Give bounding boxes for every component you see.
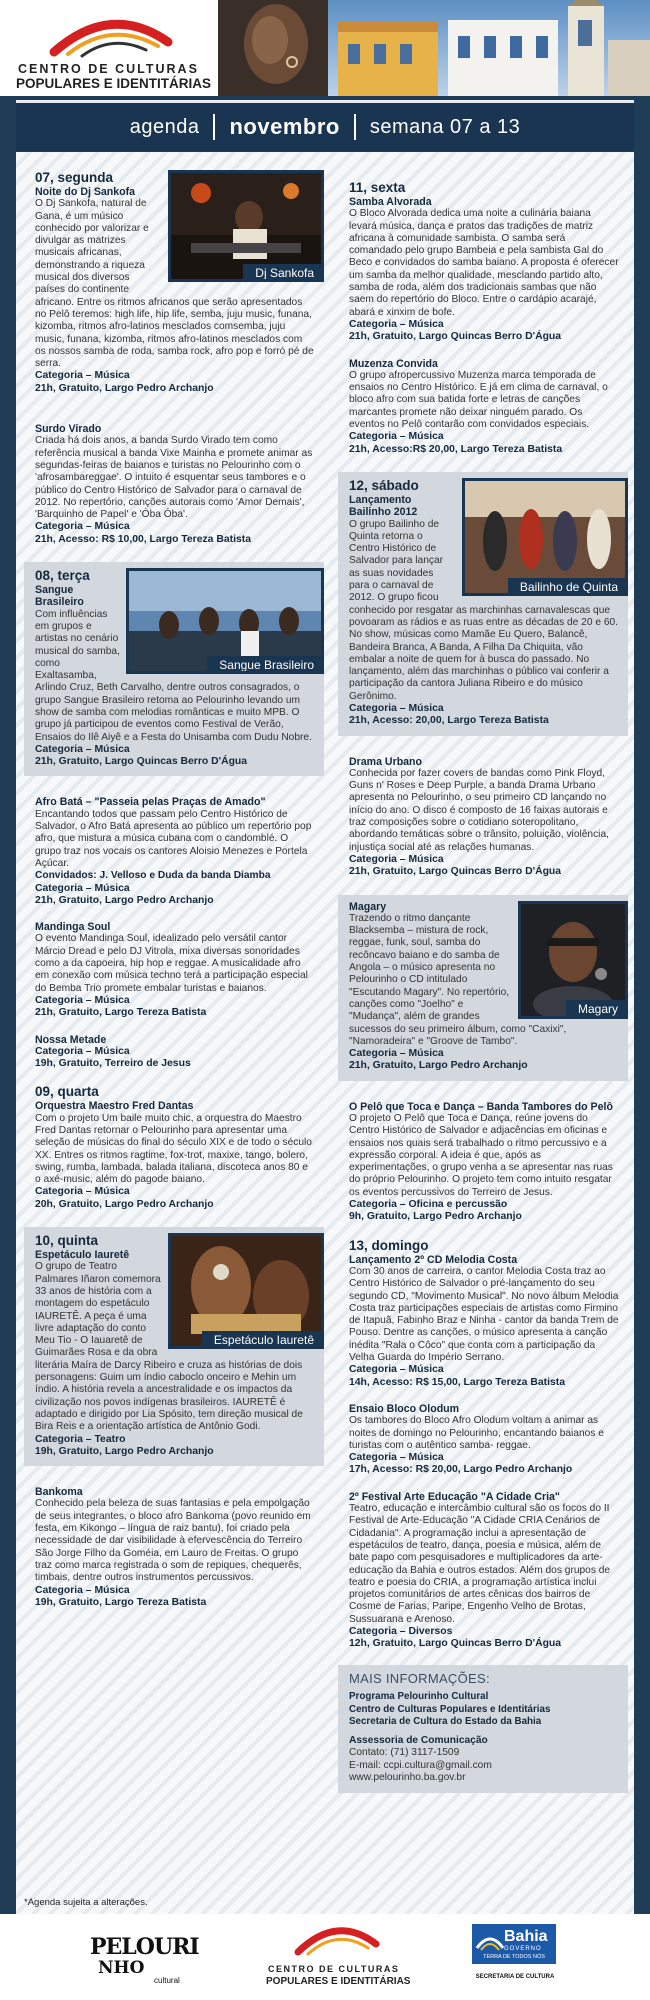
- event-category: Categoria – Música: [349, 702, 444, 714]
- event-pelo-toca-danca: [338, 1095, 628, 1232]
- event-category: Categoria – Música: [349, 1048, 444, 1060]
- org-line-3: Secretaria de Cultura do Estado da Bahia: [349, 1716, 542, 1728]
- event-description: O Dj Sankofa, natural de Gana, é um músico conhecido por valorizar e divulgar as matrizes musicais africanas, demonstrando a riqueza musical dos diversos países do continente africano. Entre os ritmos africanos que serão apresentados no Pelô teremos: high life, hip life, semba, juju music, funana, kizomba, ritmos afro-latinos mesclados comsemba, juju music, funana, kizomba, ritmos afro-latinos mesclados com os nossos samba de roda, samba rock, afro pop e forró pé de serra.: [35, 198, 314, 370]
- contact-email[interactable]: E-mail: ccpi.cultura@gmail.com: [349, 1759, 492, 1771]
- event-title: Sangue Brasileiro: [35, 584, 84, 609]
- event-category: Categoria – Diversos: [349, 1625, 453, 1637]
- logo-arc-icon: [46, 12, 176, 58]
- event-description: O grupo Bailinho de Quinta retorna o Centro Histórico de Salvador para lançar as suas novidades para o carnaval de 2012. O grupo ficou conhecido por resgatar as marchinhas carnavalescas que povoaram as rádios e as ruas entre as décadas de 20 e 60. No show, músicas como Mamãe Eu Quero, Balancê, Bandeira Branca, A Banda, A Filha Da Chiquita, vão embalar a noite de quem for à busca do passado. No lançamento, além das marchinhas o público vai conferir a participação da cantora Juliana Ribeiro e do músico Gerônimo.: [349, 518, 619, 702]
- photo-image: [171, 1236, 321, 1346]
- agenda-label: agenda: [129, 115, 200, 138]
- photo-image: [465, 481, 625, 593]
- event-category: Categoria – Música: [35, 1584, 130, 1596]
- schedule-note: *Agenda sujeita a alterações.: [24, 1897, 148, 1908]
- assessoria-label: Assessoria de Comunicação: [349, 1734, 488, 1746]
- photo-caption: Magary: [566, 1000, 628, 1018]
- event-info: 21h, Gratuito, Largo Tereza Batista: [35, 1007, 207, 1019]
- event-description: O Bloco Alvorada dedica uma noite a culinária baiana levará música, dança e pratos das tradições de matriz africana à comunidade sambista. O samba será comandado pelo grupo Bambeia e pela sambista Gal do Beco e convidados do samba baiano. A proposta é oferecer um samba da melhor qualidade, mesclando partido alto, samba de roda, além dos tradicionais sambas que não saem do repertório do Bloco. Entre o cardápio acarajé, abará e xinxim de bofe.: [349, 208, 619, 318]
- event-category: Categoria – Música: [35, 370, 130, 382]
- event-guests: Convidados: J. Velloso e Duda da banda Diamba: [35, 870, 271, 882]
- bahia-emblem-icon: [475, 1928, 505, 1954]
- event-afro-bata: [24, 790, 324, 915]
- event-title: Bankoma: [35, 1486, 83, 1499]
- photo-caption: Dj Sankofa: [243, 264, 324, 282]
- pelourinho-logo-line-1: PELOURI: [90, 1934, 199, 1960]
- event-festival-cidade-cria: [338, 1485, 628, 1659]
- event-orquestra-fred-dantas: [24, 1078, 324, 1219]
- day-heading: 08, terça: [35, 568, 90, 584]
- bailinho-photo: [462, 478, 628, 596]
- event-description: O evento Mandinga Soul, idealizado pelo versátil cantor Márcio Dread e pelo DJ Vitrola, mixa diversas sonoridades como a da capoeira, hip hop e reggae. A musicalidade afro em conexão com música techno terá a participação especial do Bemba Trio promete embalar turistas e baianos.: [35, 933, 308, 994]
- event-title: 2º Festival Arte Educação "A Cidade Cria": [349, 1490, 560, 1503]
- event-dj-sankofa: [24, 164, 324, 403]
- centro-culturas-logo: [6, 6, 216, 92]
- more-info-panel: [338, 1665, 628, 1793]
- dj-sankofa-photo: [168, 170, 324, 282]
- event-title: Afro Batá – "Passeia pelas Praças de Amado": [35, 796, 266, 809]
- event-title: Drama Urbano: [349, 755, 422, 768]
- event-title: Mandinga Soul: [35, 921, 111, 934]
- footer: [0, 1914, 650, 2000]
- left-column: [24, 164, 324, 1617]
- event-description: Com influências em grupos e artistas no cenário musical do samba, como Exaltasamba, Arlindo Cruz, Beth Carvalho, dentre outros consagrados, o grupo Sangue Brasileiro retoma ao Pelourinho levando um show de samba com melodias românticas e muito MPB. O grupo já participou de eventos como Festival de Verão, Ensaios do Ilê Aiyê e a Festa do Unisamba com Dudu Nobre.: [35, 608, 312, 743]
- event-info: 19h, Gratuito, Largo Tereza Batista: [35, 1596, 207, 1608]
- event-description: Trazendo o ritmo dançante Blacksemba – mistura de rock, reggae, funk, soul, samba do recôncavo baiano e do samba de Angola – o músico apresenta no Pelourinho o CD intitulado "Escutando Magary". No repertório, canções como "Joelho" e "Mudança", além de grandes sucessos do seu primeiro álbum, como "Caxixi", "Namoradeira" e "Groove de Tambo".: [349, 912, 567, 1047]
- day-heading: 12, sábado: [349, 477, 419, 493]
- event-magary: [338, 895, 628, 1081]
- event-title: Espetáculo Iauretê: [35, 1249, 130, 1262]
- event-info: 19h, Gratuito, Terreiro de Jesus: [35, 1058, 191, 1070]
- bahia-title: Bahia: [504, 1928, 548, 1945]
- event-description: Os tambores do Bloco Afro Olodum voltam a animar as noites de domingo no Pelourinho, encantando baianos e turistas com o autêntico samba- reggae.: [349, 1415, 604, 1451]
- logo-arc-icon: [292, 1922, 382, 1956]
- event-sangue-brasileiro: [24, 562, 324, 776]
- secretaria-label: SECRETARIA DE CULTURA: [475, 1974, 555, 1980]
- website-link[interactable]: www.pelourinho.ba.gov.br: [349, 1772, 466, 1784]
- event-title: Noite do Dj Sankofa: [35, 186, 136, 198]
- event-samba-alvorada: [338, 174, 628, 352]
- event-info: 21h, Gratuito, Largo Pedro Archanjo: [35, 382, 214, 394]
- magary-photo: [518, 901, 628, 1019]
- org-line-2: Centro de Culturas Populares e Identitárias: [349, 1703, 551, 1715]
- event-info: 19h, Gratuito, Largo Pedro Archanjo: [35, 1445, 214, 1457]
- footer-logo-line-1: CENTRO DE CULTURAS: [268, 1964, 400, 1974]
- governo-bahia-logo: [470, 1924, 560, 1994]
- event-description: Com 30 anos de carreira, o cantor Melodia Costa traz ao Centro Histórico de Salvador o pré-lançamento do seu segundo CD, "Movimento Musical". No novo álbum Melodia Costa traz participações especiais de artistas como Firmino de Itapuã, Fabinho Braz e Ninha - cantor da banda Trem de Pouso. Dentre as canções, o músico apresenta a canção inédita "Rala o Côco" que conta com a participação da Velha Guarda do Império Serrano.: [349, 1265, 619, 1364]
- day-heading: 11, sexta: [349, 180, 406, 195]
- event-description: O grupo afropercussivo Muzenza marca temporada de ensaios no Centro Histórico. E já em clima de carnaval, o bloco afro com sua batida forte e letras de canções marcantes promete não deixar ninguém parado. Os eventos no Pelô contarão com convidados especiais.: [349, 369, 608, 431]
- event-title: Ensaio Bloco Olodum: [349, 1402, 460, 1415]
- event-info: 9h, Gratuito, Largo Pedro Archanjo: [349, 1211, 522, 1223]
- week-label: semana 07 a 13: [369, 115, 521, 138]
- event-title: Nossa Metade: [35, 1033, 107, 1046]
- event-info: 20h, Gratuito, Largo Pedro Archanjo: [35, 1198, 214, 1210]
- event-info: 21h, Gratuito, Largo Quincas Berro D'Água: [35, 756, 248, 768]
- event-category: Categoria – Música: [349, 1364, 444, 1376]
- event-description: Conhecido pela beleza de suas fantasias e pela empolgação de seus integrantes, o bloco afro Bankoma (povo reunido em festa, em Kikongo – língua de raiz bantu), foi criado pela necessidade de dar visibilidade à efervescência do Terreiro São Jorge Filho da Goméia, em Lauro de Freitas. O grupo traz como marca registrada o som de repiques, chequerês, timbais, dentre outros instrumentos percussivos.: [35, 1498, 311, 1584]
- header-photo: [218, 0, 650, 96]
- event-title: Orquestra Maestro Fred Dantas: [35, 1100, 194, 1113]
- photo-caption: Espetáculo Iauretê: [202, 1331, 324, 1349]
- day-heading: 13, domingo: [349, 1237, 429, 1253]
- event-category: Categoria – Música: [349, 318, 444, 330]
- event-title: Samba Alvorada: [349, 196, 432, 208]
- event-description: O grupo de Teatro Palmares Iñaron comemora 33 anos de história com a montagem do espetáculo IAURETÊ. A peça é uma livre adaptação do conto Meu Tio - O Iauaretê de Guimarães Rosa e da obra literária Maíra de Darcy Ribeiro e cruza as histórias de dois personagens: Guim um índio caboclo onceiro e Mehin um índio. A história revela a ancestralidade e os impactos da civilização nos povos indígenas brasileiros. IAURETÊ é adaptado e dirigido por Lia Spósito, tem direção musical de Bira Reis e a orientação artística de Antônio Godi.: [35, 1261, 303, 1433]
- event-info: 21h, Acesso:R$ 20,00, Largo Tereza Batista: [349, 443, 563, 455]
- more-info-heading: MAIS INFORMAÇÕES:: [349, 1670, 490, 1686]
- event-description: Criada há dois anos, a banda Surdo Virado tem como referência musical a banda Vixe Mainha e promete animar as segundas-feiras de baianos e turistas no Pelourinho com o 'afrosambareggae'. O intuito é esquentar seus tambores e o público do Centro Histórico de Salvador para o carnaval de 2012. No repertório, canções autorais como 'Amor Demais', 'Barquinho de Papel' e 'Óba Óba'.: [35, 435, 313, 521]
- pelourinho-cultural-logo: [90, 1932, 200, 1988]
- event-info: 21h, Acesso: R$ 10,00, Largo Tereza Batista: [35, 533, 251, 545]
- event-melodia-costa: [338, 1232, 628, 1397]
- logo-line-1: CENTRO DE CULTURAS: [18, 62, 199, 76]
- event-description: Teatro, educação e intercâmbio cultural são os focos do II Festival de Arte-Educação "A Cidade CRIA Cenários de Cidadania". A programação inclui a apresentação de espetáculos de teatro, dança, poesia e música, além de bate papo com pesquisadores e multiplicadores da arte-educação da Bahia e outros estados. Além dos grupos de teatro e poesia do CRIA, a programação artística inclui projetos comunitários de artes cênicas dos bairros de Cosme de Farias, Paripe, Engenho Velho de Brotas, Sussuarana e Arenoso.: [349, 1503, 611, 1625]
- event-bankoma: [24, 1480, 324, 1617]
- header: [0, 0, 650, 96]
- event-category: Categoria – Música: [35, 743, 130, 755]
- bahia-slogan: TERRA DE TODOS NÓS: [483, 1954, 545, 1960]
- pelourinho-logo-sub: cultural: [154, 1976, 180, 1985]
- event-espetaculo-iaurete: [24, 1227, 324, 1466]
- agenda-title-bar: [16, 100, 634, 151]
- day-heading: 10, quinta: [35, 1233, 99, 1249]
- event-ensaio-olodum: [338, 1397, 628, 1485]
- event-info: 21h, Gratuito, Largo Pedro Archanjo: [349, 1060, 528, 1072]
- photo-image: [521, 904, 625, 1016]
- photo-caption: Sangue Brasileiro: [207, 656, 324, 674]
- espetaculo-iaurete-photo: [168, 1233, 324, 1349]
- event-mandinga-soul: [24, 915, 324, 1027]
- bahia-gov: GOVERNO: [504, 1946, 542, 1952]
- footer-logo-line-2: POPULARES E IDENTITÁRIAS: [266, 1976, 411, 1987]
- logo-line-2: POPULARES E IDENTITÁRIAS: [16, 76, 212, 91]
- day-heading: 07, segunda: [35, 170, 114, 185]
- event-title: Surdo Virado: [35, 423, 102, 436]
- event-bailinho: [338, 472, 628, 736]
- event-category: Categoria – Oficina e percussão: [349, 1199, 508, 1211]
- event-title: Lançamento Bailinho 2012: [349, 493, 418, 519]
- event-info: 21h, Gratuito, Largo Pedro Archanjo: [35, 894, 214, 906]
- event-info: 21h, Gratuito, Largo Quincas Berro D'Água: [349, 866, 562, 878]
- event-title: Muzenza Convida: [349, 357, 438, 370]
- event-description: O projeto O Pelô que Toca e Dança, reúne jovens do Centro Histórico de Salvador e adjacências em oficinas e ensaios nos quais será trabalhado o ritmo percussivo e a expressão corporal. A ideia é que, após as experimentações, o grupo venha a se apresentar nas ruas do próprio Pelourinho. O projeto tem como intuito resgatar os eventos percussivos do Terreiro de Jesus.: [349, 1113, 613, 1198]
- event-drama-urbano: [338, 750, 628, 887]
- centro-culturas-footer-logo: [262, 1920, 412, 1996]
- event-category: Categoria – Música: [35, 882, 130, 894]
- event-muzenza-convida: [338, 352, 628, 464]
- event-category: Categoria – Música: [349, 431, 444, 443]
- event-title: Lançamento 2º CD Melodia Costa: [349, 1253, 518, 1266]
- event-surdo-virado: [24, 417, 324, 554]
- event-info: 14h, Acesso: R$ 15,00, Largo Tereza Batista: [349, 1376, 565, 1388]
- event-category: Categoria – Música: [35, 521, 130, 533]
- event-title: Magary: [349, 900, 387, 913]
- event-category: Categoria – Música: [349, 1452, 444, 1464]
- event-title: O Pelô que Toca e Dança – Banda Tambores do Pelô: [349, 1100, 613, 1113]
- event-info: 12h, Gratuito, Largo Quincas Berro D'Água: [349, 1638, 562, 1650]
- event-info: 21h, Gratuito, Largo Quincas Berro D'Água: [349, 331, 562, 343]
- event-category: Categoria – Teatro: [35, 1433, 126, 1445]
- event-category: Categoria – Música: [349, 853, 444, 865]
- contact-phone: Contato: (71) 3117-1509: [349, 1747, 460, 1759]
- month-label: novembro: [229, 114, 340, 139]
- event-category: Categoria – Música: [35, 1045, 130, 1057]
- divider: [354, 114, 356, 140]
- event-info: 21h, Acesso: 20,00, Largo Tereza Batista: [349, 715, 549, 727]
- org-line-1: Programa Pelourinho Cultural: [349, 1691, 489, 1703]
- event-description: Com o projeto Um baile muito chic, a orquestra do Maestro Fred Dantas retornar o Pelourinho para apresentar uma seleção de músicas do final do século XIX e de todo o século XX. Entres os ritmos ragtime, fox-trot, maxixe, tango, bolero, swing, rumba, lambada, balada italiana, discoteca anos 80 e o axé-music, além do pagode baiano.: [35, 1112, 312, 1186]
- sangue-brasileiro-photo: [126, 568, 324, 674]
- event-info: 17h, Acesso: R$ 20,00, Largo Pedro Archanjo: [349, 1464, 573, 1476]
- day-heading: 09, quarta: [35, 1084, 99, 1100]
- right-column: [338, 164, 628, 1793]
- event-description: Conhecida por fazer covers de bandas como Pink Floyd, Guns n' Roses e Deep Purple, a banda Drama Urbano apresenta no Pelourinho, o seu primeiro CD lançando no início do ano. O disco é composto de 16 faixas autorais e traz composições sobre o cotidiano soteropolitano, abordando temáticas sobre o trânsito, poluição, violência, injustiça social até as relações humanas.: [349, 767, 609, 853]
- event-category: Categoria – Música: [35, 994, 130, 1006]
- event-category: Categoria – Música: [35, 1186, 130, 1198]
- photo-caption: Bailinho de Quinta: [508, 578, 628, 596]
- agenda-content: [16, 152, 634, 1914]
- pelourinho-logo-line-2: NHO: [98, 1958, 145, 1978]
- divider: [213, 114, 215, 140]
- event-description: Encantando todos que passam pelo Centro Histórico de Salvador, o Afro Batá apresenta ao público um repertório pop afro, que mistura a música cubana com o candomblé. O grupo traz nos vocais os cantores Aloisio Menezes e Portela Açúcar.: [35, 808, 312, 869]
- event-nossa-metade: [24, 1028, 324, 1079]
